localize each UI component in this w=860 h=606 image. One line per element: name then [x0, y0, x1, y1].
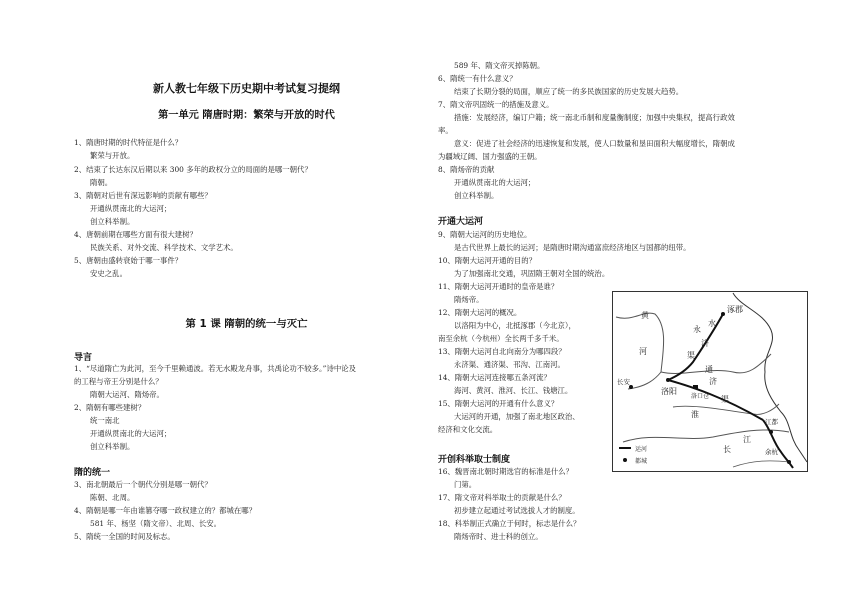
granary-marker: [693, 385, 698, 389]
question: 2、隋朝有哪些建树？: [74, 403, 146, 412]
answer: 大运河的开通，加强了南北地区政治、: [454, 412, 580, 421]
question: 9、隋朝大运河的历史地位。: [438, 230, 532, 239]
question: 3、隋朝对后世有深远影响的贡献有哪些？: [74, 191, 212, 200]
section-heading-exam: 开创科举取士制度: [438, 455, 511, 465]
question: 13、隋朝大运河自北向南分为哪四段？: [438, 347, 566, 356]
legend-canal-label: 运河: [635, 446, 648, 453]
legend-capital-label: 都城: [635, 458, 648, 465]
question: 5、唐朝由盛转衰始于哪一事件？: [74, 256, 183, 265]
answer: 海河、黄河、淮河、长江、钱塘江。: [454, 386, 573, 395]
huai-river: [673, 404, 779, 414]
question: 12、隋朝大运河的概况。: [438, 308, 522, 317]
map-label-ji2: 济: [709, 377, 717, 386]
answer: 经济和文化交流。: [438, 425, 498, 434]
map-label-qu2: 渠: [721, 395, 729, 404]
question: 4、唐朝前期在哪些方面有很大建树？: [74, 230, 197, 239]
question: 16、魏晋南北朝时期选官的标准是什么？: [438, 467, 574, 476]
map-label-ji: 济: [701, 339, 709, 348]
answer: 是古代世界上最长的运河；是隋唐时期沟通富庶经济地区与国都的纽带。: [454, 243, 691, 252]
question: 17、隋文帝对科举取士的贡献是什么？: [438, 493, 566, 502]
map-label-shui: 水: [708, 319, 716, 328]
question: 11、隋朝大运河开通时的皇帝是谁？: [438, 282, 559, 291]
map-label-zhuojun: 涿郡: [727, 305, 743, 314]
map-label-huai: 淮: [691, 410, 699, 419]
answer: 开通纵贯南北的大运河；: [90, 429, 172, 438]
question: 5、隋统一全国的时间及标志。: [74, 532, 175, 541]
answer: 为疆域辽阔、国力强盛的王朝。: [438, 152, 542, 161]
answer: 581 年、杨坚（隋文帝）、北周、长安。: [90, 519, 222, 528]
question: 2、结束了长达东汉后期以来 300 多年的政权分立的局面的是哪一朝代？: [74, 165, 312, 174]
map-label-jiangdu: 江都: [765, 418, 778, 426]
answer: 措施：发展经济，编订户籍；统一南北币制和度量衡制度；加强中央集权，提高行政效: [454, 113, 735, 122]
question: 8、隋炀帝的贡献: [438, 165, 495, 174]
question: 4、隋朝是哪一年由谁篡夺哪一政权建立的？都城在哪？: [74, 506, 257, 515]
question: 1、“尽道隋亡为此河，至今千里赖通波。若无水殿龙舟事，共禹论功不较多。”诗中论及: [74, 364, 357, 373]
answer: 门第。: [454, 480, 477, 489]
question: 的工程与帝王分别是什么？: [74, 377, 163, 386]
city-marker-jiangdu: [769, 430, 773, 434]
answer: 创立科举制。: [90, 442, 135, 451]
city-marker-yuhang: [787, 460, 791, 464]
section-heading-unify: 隋的统一: [74, 468, 111, 478]
question: 6、隋统一有什么意义？: [438, 74, 517, 83]
question: 18、科举制正式确立于何时，标志是什么？: [438, 519, 581, 528]
answer: 589 年、隋文帝灭掉陈朝。: [454, 61, 545, 70]
question: 7、隋文帝巩固统一的措施及意义。: [438, 100, 554, 109]
map-label-qu: 渠: [687, 351, 695, 360]
answer: 繁荣与开放。: [90, 151, 135, 160]
answer: 创立科举制。: [90, 217, 135, 226]
answer: 创立科举制。: [454, 191, 499, 200]
answer: 初步建立起通过考试选拔人才的制度。: [454, 506, 580, 515]
answer: 民族关系、对外交流、科学技术、文学艺术。: [90, 243, 238, 252]
answer: 隋朝大运河、隋炀帝。: [90, 390, 164, 399]
city-marker-luoyang: [666, 378, 670, 382]
lesson-title: 第 1 课 隋朝的统一与灭亡: [185, 318, 308, 330]
question: 10、隋朝大运河开通的目的？: [438, 256, 537, 265]
answer: 陈朝、北周。: [90, 493, 135, 502]
unit-title: 第一单元 隋唐时期：繁荣与开放的时代: [158, 110, 335, 121]
map-label-changan: 长安: [617, 378, 630, 386]
answer: 隋炀帝。: [454, 295, 484, 304]
doc-title: 新人教七年级下历史期中考试复习提纲: [153, 82, 340, 95]
answer: 隋朝。: [90, 178, 113, 187]
answer: 为了加强南北交通，巩固隋王朝对全国的统治。: [454, 269, 610, 278]
section-heading-canal: 开通大运河: [438, 217, 484, 227]
answer: 开通纵贯南北的大运河；: [90, 204, 172, 213]
question: 3、南北朝最后一个朝代分别是哪一朝代？: [74, 480, 212, 489]
qiantang-river: [733, 461, 789, 467]
yangtze-river: [623, 430, 789, 442]
question: 1、隋唐时期的时代特征是什么？: [74, 138, 183, 147]
map-label-huang: 黄: [641, 311, 649, 320]
map-svg: [613, 292, 807, 471]
question: 15、隋朝大运河的开通有什么意义？: [438, 399, 559, 408]
city-marker-zhuojun: [721, 312, 725, 316]
map-label-chang: 长: [723, 445, 731, 454]
map-label-yuhang: 余杭: [765, 448, 778, 456]
answer: 安史之乱。: [90, 269, 127, 278]
answer: 结束了长期分裂的局面，顺应了统一的多民族国家的历史发展大趋势。: [454, 87, 684, 96]
answer: 以洛阳为中心，北抵涿郡（今北京），: [454, 321, 576, 330]
answer: 率。: [438, 126, 453, 135]
question: 14、隋朝大运河连接哪五条河流？: [438, 373, 551, 382]
section-heading-intro: 导言: [74, 353, 93, 363]
map-label-he: 河: [639, 347, 647, 356]
map-label-yong: 永: [693, 325, 701, 334]
map-label-luokou: 洛口仓: [691, 393, 710, 400]
answer: 统一南北: [90, 416, 120, 425]
answer: 隋炀帝时、进士科的创立。: [454, 532, 543, 541]
answer: 开通纵贯南北的大运河；: [454, 178, 536, 187]
tongji-canal: [668, 380, 763, 420]
answer: 永济渠、通济渠、邗沟、江南河。: [454, 360, 565, 369]
answer: 南至余杭（今杭州）全长两千多千米。: [438, 334, 564, 343]
map-label-tong: 通: [705, 365, 713, 374]
map-label-luoyang: 洛阳: [661, 387, 677, 396]
grand-canal-map: [612, 291, 808, 472]
answer: 意义：促进了社会经济的迅速恢复和发展，使人口数量和垦田面积大幅度增长，隋朝成: [454, 139, 735, 148]
map-label-jiang: 江: [743, 435, 751, 444]
legend-capital-swatch: [623, 458, 627, 462]
